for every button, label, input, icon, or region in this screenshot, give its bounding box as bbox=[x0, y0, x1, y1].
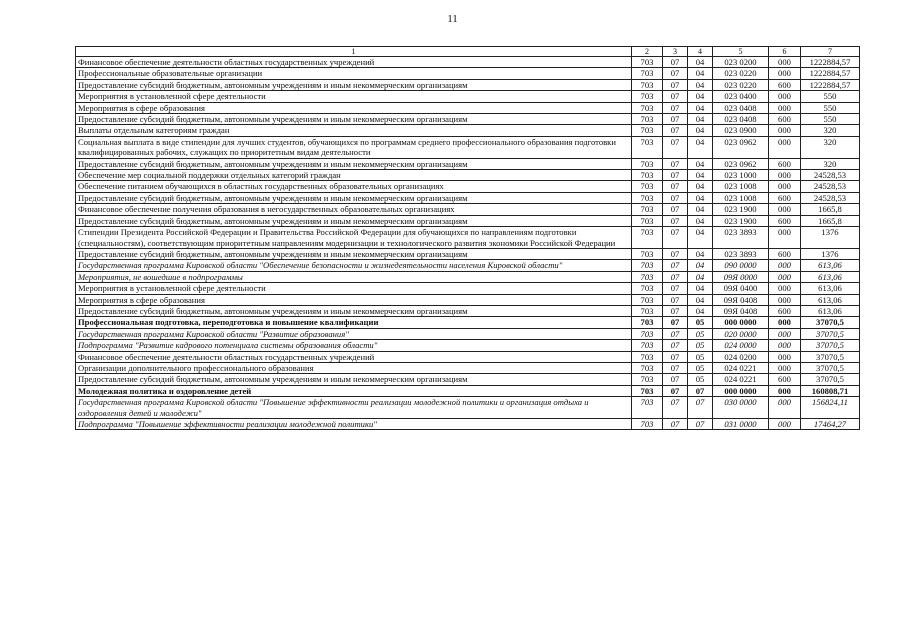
row-col6-cell: 000 bbox=[769, 91, 801, 102]
row-col5-cell: 023 0220 bbox=[713, 79, 769, 90]
table-row bbox=[76, 305, 860, 316]
row-col5-cell: 090 0000 bbox=[713, 260, 769, 271]
row-amount-cell: 613,06 bbox=[801, 294, 860, 305]
row-name-cell: Обеспечение мер социальной поддержки отдельных категорий граждан bbox=[76, 170, 632, 181]
row-col4-cell: 04 bbox=[688, 170, 713, 181]
row-col5-cell: 023 3893 bbox=[713, 227, 769, 249]
row-col5-cell: 023 3893 bbox=[713, 248, 769, 259]
row-col2-cell: 703 bbox=[632, 125, 663, 136]
row-col2-cell: 703 bbox=[632, 305, 663, 316]
row-name-cell: Мероприятия в установленной сфере деятельности bbox=[76, 283, 632, 294]
row-col4-cell: 04 bbox=[688, 215, 713, 226]
row-col3-cell: 07 bbox=[663, 227, 688, 249]
row-col6-cell: 000 bbox=[769, 419, 801, 430]
row-col4-cell: 04 bbox=[688, 271, 713, 282]
row-col5-cell: 09Я 0400 bbox=[713, 283, 769, 294]
row-col2-cell: 703 bbox=[632, 227, 663, 249]
table-row bbox=[76, 317, 860, 328]
row-col2-cell: 703 bbox=[632, 79, 663, 90]
table-row bbox=[76, 192, 860, 203]
row-col5-cell: 023 1000 bbox=[713, 170, 769, 181]
row-col4-cell: 04 bbox=[688, 91, 713, 102]
table-row bbox=[76, 351, 860, 362]
table-row bbox=[76, 91, 860, 102]
table-row bbox=[76, 362, 860, 373]
row-col4-cell: 05 bbox=[688, 328, 713, 339]
row-col2-cell: 703 bbox=[632, 192, 663, 203]
row-col4-cell: 07 bbox=[688, 419, 713, 430]
header-cell: 4 bbox=[688, 47, 713, 57]
row-col2-cell: 703 bbox=[632, 340, 663, 351]
row-col4-cell: 04 bbox=[688, 204, 713, 215]
row-col6-cell: 600 bbox=[769, 79, 801, 90]
row-amount-cell: 320 bbox=[801, 125, 860, 136]
row-col2-cell: 703 bbox=[632, 294, 663, 305]
table-row bbox=[76, 170, 860, 181]
table-row bbox=[76, 125, 860, 136]
header-cell: 3 bbox=[663, 47, 688, 57]
row-col3-cell: 07 bbox=[663, 102, 688, 113]
row-col3-cell: 07 bbox=[663, 125, 688, 136]
row-col3-cell: 07 bbox=[663, 248, 688, 259]
row-col3-cell: 07 bbox=[663, 204, 688, 215]
row-col4-cell: 04 bbox=[688, 294, 713, 305]
row-col6-cell: 600 bbox=[769, 114, 801, 125]
row-col4-cell: 04 bbox=[688, 125, 713, 136]
row-name-cell: Государственная программа Кировской области "Развитие образования" bbox=[76, 328, 632, 339]
table-row bbox=[76, 158, 860, 169]
table-row bbox=[76, 283, 860, 294]
row-col5-cell: 023 0400 bbox=[713, 91, 769, 102]
row-col2-cell: 703 bbox=[632, 419, 663, 430]
row-name-cell: Мероприятия в установленной сфере деятельности bbox=[76, 91, 632, 102]
row-col6-cell: 000 bbox=[769, 362, 801, 373]
row-col2-cell: 703 bbox=[632, 181, 663, 192]
row-col5-cell: 023 0962 bbox=[713, 158, 769, 169]
table-row bbox=[76, 397, 860, 419]
row-col6-cell: 000 bbox=[769, 385, 801, 396]
row-col4-cell: 05 bbox=[688, 362, 713, 373]
table-body bbox=[76, 57, 860, 430]
row-name-cell: Мероприятия в сфере образования bbox=[76, 294, 632, 305]
row-col5-cell: 024 0221 bbox=[713, 374, 769, 385]
row-amount-cell: 320 bbox=[801, 158, 860, 169]
row-amount-cell: 37070,5 bbox=[801, 351, 860, 362]
row-col4-cell: 05 bbox=[688, 317, 713, 328]
row-col4-cell: 04 bbox=[688, 192, 713, 203]
table-row bbox=[76, 57, 860, 68]
header-cell: 5 bbox=[713, 47, 769, 57]
row-col4-cell: 04 bbox=[688, 57, 713, 68]
row-col6-cell: 600 bbox=[769, 192, 801, 203]
row-name-cell: Государственная программа Кировской области "Повышение эффективности реализации молодежной политики и организация отдыха и оздоровления детей и молодежи" bbox=[76, 397, 632, 419]
row-col5-cell: 023 0200 bbox=[713, 57, 769, 68]
row-col5-cell: 023 1008 bbox=[713, 192, 769, 203]
row-col5-cell: 09Я 0408 bbox=[713, 294, 769, 305]
row-col3-cell: 07 bbox=[663, 181, 688, 192]
row-amount-cell: 320 bbox=[801, 136, 860, 158]
row-col2-cell: 703 bbox=[632, 68, 663, 79]
row-col5-cell: 023 1900 bbox=[713, 204, 769, 215]
table-row bbox=[76, 181, 860, 192]
row-col6-cell: 000 bbox=[769, 68, 801, 79]
row-col2-cell: 703 bbox=[632, 328, 663, 339]
row-col6-cell: 000 bbox=[769, 397, 801, 419]
table-row bbox=[76, 260, 860, 271]
row-col5-cell: 000 0000 bbox=[713, 385, 769, 396]
row-amount-cell: 613,06 bbox=[801, 305, 860, 316]
table-row bbox=[76, 340, 860, 351]
table-row bbox=[76, 79, 860, 90]
row-name-cell: Подпрограмма "Развитие кадрового потенциала системы образования области" bbox=[76, 340, 632, 351]
row-col3-cell: 07 bbox=[663, 215, 688, 226]
row-col3-cell: 07 bbox=[663, 57, 688, 68]
row-col5-cell: 09Я 0408 bbox=[713, 305, 769, 316]
row-amount-cell: 613,06 bbox=[801, 260, 860, 271]
row-col6-cell: 000 bbox=[769, 340, 801, 351]
row-amount-cell: 550 bbox=[801, 102, 860, 113]
row-amount-cell: 24528,53 bbox=[801, 181, 860, 192]
row-col4-cell: 04 bbox=[688, 260, 713, 271]
row-name-cell: Предоставление субсидий бюджетным, автономным учреждениям и иным некоммерческим организациям bbox=[76, 114, 632, 125]
row-name-cell: Финансовое обеспечение получения образования в негосударственных образовательных организациях bbox=[76, 204, 632, 215]
row-col3-cell: 07 bbox=[663, 340, 688, 351]
row-col6-cell: 000 bbox=[769, 283, 801, 294]
row-amount-cell: 550 bbox=[801, 91, 860, 102]
table-row bbox=[76, 114, 860, 125]
row-col3-cell: 07 bbox=[663, 114, 688, 125]
row-col2-cell: 703 bbox=[632, 260, 663, 271]
row-amount-cell: 613,06 bbox=[801, 283, 860, 294]
header-cell: 7 bbox=[801, 47, 860, 57]
row-col2-cell: 703 bbox=[632, 362, 663, 373]
row-col2-cell: 703 bbox=[632, 91, 663, 102]
row-col6-cell: 000 bbox=[769, 317, 801, 328]
table-row bbox=[76, 294, 860, 305]
row-col6-cell: 600 bbox=[769, 158, 801, 169]
row-col2-cell: 703 bbox=[632, 57, 663, 68]
row-amount-cell: 37070,5 bbox=[801, 317, 860, 328]
row-col5-cell: 024 0221 bbox=[713, 362, 769, 373]
row-col2-cell: 703 bbox=[632, 170, 663, 181]
row-col4-cell: 04 bbox=[688, 181, 713, 192]
row-amount-cell: 37070,5 bbox=[801, 374, 860, 385]
row-col6-cell: 000 bbox=[769, 170, 801, 181]
table-row bbox=[76, 68, 860, 79]
row-col4-cell: 04 bbox=[688, 283, 713, 294]
row-col4-cell: 04 bbox=[688, 114, 713, 125]
row-col6-cell: 000 bbox=[769, 260, 801, 271]
row-col3-cell: 07 bbox=[663, 419, 688, 430]
row-name-cell: Стипендии Президента Российской Федерации и Правительства Российской Федерации для обучающихся по направлениям подготовки (специальностям), соответствующим приоритетным направлениям модернизации и технологического развития экономики Российской Федерации bbox=[76, 227, 632, 249]
table-row bbox=[76, 248, 860, 259]
row-col5-cell: 023 0408 bbox=[713, 102, 769, 113]
row-amount-cell: 550 bbox=[801, 114, 860, 125]
row-name-cell: Государственная программа Кировской области "Обеспечение безопасности и жизнедеятельности населения Кировской области" bbox=[76, 260, 632, 271]
row-amount-cell: 1665,8 bbox=[801, 204, 860, 215]
row-col4-cell: 04 bbox=[688, 102, 713, 113]
row-col4-cell: 04 bbox=[688, 248, 713, 259]
row-col2-cell: 703 bbox=[632, 248, 663, 259]
table-row bbox=[76, 136, 860, 158]
row-col6-cell: 000 bbox=[769, 351, 801, 362]
row-name-cell: Предоставление субсидий бюджетным, автономным учреждениям и иным некоммерческим организациям bbox=[76, 248, 632, 259]
row-col2-cell: 703 bbox=[632, 351, 663, 362]
row-amount-cell: 24528,53 bbox=[801, 192, 860, 203]
row-col3-cell: 07 bbox=[663, 317, 688, 328]
row-col5-cell: 000 0000 bbox=[713, 317, 769, 328]
row-col3-cell: 07 bbox=[663, 79, 688, 90]
row-col5-cell: 023 0408 bbox=[713, 114, 769, 125]
row-amount-cell: 1376 bbox=[801, 227, 860, 249]
table-row bbox=[76, 271, 860, 282]
row-name-cell: Организации дополнительного профессионального образования bbox=[76, 362, 632, 373]
row-col3-cell: 07 bbox=[663, 260, 688, 271]
row-col6-cell: 000 bbox=[769, 125, 801, 136]
row-amount-cell: 613,06 bbox=[801, 271, 860, 282]
row-col2-cell: 703 bbox=[632, 374, 663, 385]
budget-table bbox=[75, 46, 860, 430]
row-name-cell: Предоставление субсидий бюджетным, автономным учреждениям и иным некоммерческим организациям bbox=[76, 79, 632, 90]
row-name-cell: Выплаты отдельным категориям граждан bbox=[76, 125, 632, 136]
row-name-cell: Молодежная политика и оздоровление детей bbox=[76, 385, 632, 396]
table-row bbox=[76, 328, 860, 339]
row-col3-cell: 07 bbox=[663, 170, 688, 181]
row-col5-cell: 031 0000 bbox=[713, 419, 769, 430]
row-col6-cell: 000 bbox=[769, 102, 801, 113]
row-col6-cell: 600 bbox=[769, 305, 801, 316]
row-amount-cell: 1222884,57 bbox=[801, 68, 860, 79]
table-header-row bbox=[76, 47, 860, 57]
table-row bbox=[76, 204, 860, 215]
row-col3-cell: 07 bbox=[663, 68, 688, 79]
row-col2-cell: 703 bbox=[632, 114, 663, 125]
row-col6-cell: 600 bbox=[769, 374, 801, 385]
row-amount-cell: 1222884,57 bbox=[801, 57, 860, 68]
row-col6-cell: 000 bbox=[769, 227, 801, 249]
row-amount-cell: 160808,71 bbox=[801, 385, 860, 396]
row-col6-cell: 000 bbox=[769, 271, 801, 282]
row-amount-cell: 24528,53 bbox=[801, 170, 860, 181]
row-col5-cell: 023 0220 bbox=[713, 68, 769, 79]
row-col3-cell: 07 bbox=[663, 328, 688, 339]
row-col6-cell: 000 bbox=[769, 181, 801, 192]
row-col3-cell: 07 bbox=[663, 91, 688, 102]
row-name-cell: Профессиональная подготовка, переподготовка и повышение квалификации bbox=[76, 317, 632, 328]
row-col6-cell: 000 bbox=[769, 204, 801, 215]
row-col2-cell: 703 bbox=[632, 283, 663, 294]
row-amount-cell: 1376 bbox=[801, 248, 860, 259]
row-col3-cell: 07 bbox=[663, 283, 688, 294]
row-col3-cell: 07 bbox=[663, 192, 688, 203]
row-col3-cell: 07 bbox=[663, 385, 688, 396]
row-name-cell: Финансовое обеспечение деятельности областных государственных учреждений bbox=[76, 57, 632, 68]
row-col5-cell: 030 0000 bbox=[713, 397, 769, 419]
row-col4-cell: 04 bbox=[688, 136, 713, 158]
row-name-cell: Социальная выплата в виде стипендии для лучших студентов, обучающихся по программам среднего профессионального образования подготовки квалифицированных рабочих, служащих по приоритетным видам деятельности bbox=[76, 136, 632, 158]
header-cell: 1 bbox=[76, 47, 632, 57]
row-col6-cell: 000 bbox=[769, 294, 801, 305]
row-col3-cell: 07 bbox=[663, 271, 688, 282]
row-col3-cell: 07 bbox=[663, 397, 688, 419]
row-col5-cell: 023 0962 bbox=[713, 136, 769, 158]
row-name-cell: Мероприятия в сфере образования bbox=[76, 102, 632, 113]
row-col4-cell: 04 bbox=[688, 227, 713, 249]
row-col5-cell: 023 1900 bbox=[713, 215, 769, 226]
row-name-cell: Финансовое обеспечение деятельности областных государственных учреждений bbox=[76, 351, 632, 362]
row-name-cell: Обеспечение питанием обучающихся в областных государственных образовательных организациях bbox=[76, 181, 632, 192]
row-col2-cell: 703 bbox=[632, 385, 663, 396]
row-amount-cell: 37070,5 bbox=[801, 340, 860, 351]
row-col4-cell: 04 bbox=[688, 79, 713, 90]
row-col6-cell: 600 bbox=[769, 248, 801, 259]
row-name-cell: Предоставление субсидий бюджетным, автономным учреждениям и иным некоммерческим организациям bbox=[76, 192, 632, 203]
row-amount-cell: 156824,11 bbox=[801, 397, 860, 419]
row-amount-cell: 1222884,57 bbox=[801, 79, 860, 90]
row-col4-cell: 07 bbox=[688, 385, 713, 396]
row-name-cell: Предоставление субсидий бюджетным, автономным учреждениям и иным некоммерческим организациям bbox=[76, 374, 632, 385]
row-col5-cell: 09Я 0000 bbox=[713, 271, 769, 282]
row-col3-cell: 07 bbox=[663, 305, 688, 316]
row-col3-cell: 07 bbox=[663, 136, 688, 158]
row-amount-cell: 37070,5 bbox=[801, 362, 860, 373]
row-col4-cell: 04 bbox=[688, 68, 713, 79]
row-col3-cell: 07 bbox=[663, 362, 688, 373]
row-col4-cell: 04 bbox=[688, 305, 713, 316]
row-col5-cell: 020 0000 bbox=[713, 328, 769, 339]
header-cell: 2 bbox=[632, 47, 663, 57]
row-col2-cell: 703 bbox=[632, 215, 663, 226]
row-amount-cell: 1665,8 bbox=[801, 215, 860, 226]
row-col2-cell: 703 bbox=[632, 158, 663, 169]
table-row bbox=[76, 419, 860, 430]
page-number: 11 bbox=[447, 13, 458, 25]
table-row bbox=[76, 385, 860, 396]
row-col3-cell: 07 bbox=[663, 374, 688, 385]
row-col2-cell: 703 bbox=[632, 136, 663, 158]
row-col2-cell: 703 bbox=[632, 271, 663, 282]
row-col4-cell: 07 bbox=[688, 397, 713, 419]
row-col2-cell: 703 bbox=[632, 397, 663, 419]
row-col5-cell: 024 0000 bbox=[713, 340, 769, 351]
row-col6-cell: 000 bbox=[769, 136, 801, 158]
table-row bbox=[76, 215, 860, 226]
row-col3-cell: 07 bbox=[663, 294, 688, 305]
row-name-cell: Предоставление субсидий бюджетным, автономным учреждениям и иным некоммерческим организациям bbox=[76, 158, 632, 169]
row-col5-cell: 024 0200 bbox=[713, 351, 769, 362]
table-row bbox=[76, 227, 860, 249]
row-col4-cell: 04 bbox=[688, 158, 713, 169]
row-col2-cell: 703 bbox=[632, 204, 663, 215]
row-name-cell: Предоставление субсидий бюджетным, автономным учреждениям и иным некоммерческим организациям bbox=[76, 305, 632, 316]
row-col6-cell: 600 bbox=[769, 215, 801, 226]
row-col2-cell: 703 bbox=[632, 102, 663, 113]
row-amount-cell: 17464,27 bbox=[801, 419, 860, 430]
row-col3-cell: 07 bbox=[663, 351, 688, 362]
row-amount-cell: 37070,5 bbox=[801, 328, 860, 339]
row-col6-cell: 000 bbox=[769, 328, 801, 339]
table-row bbox=[76, 374, 860, 385]
row-col4-cell: 05 bbox=[688, 374, 713, 385]
header-cell: 6 bbox=[769, 47, 801, 57]
row-col4-cell: 05 bbox=[688, 351, 713, 362]
row-col4-cell: 05 bbox=[688, 340, 713, 351]
row-col2-cell: 703 bbox=[632, 317, 663, 328]
row-col3-cell: 07 bbox=[663, 158, 688, 169]
row-name-cell: Подпрограмма "Повышение эффективности реализации молодежной политики" bbox=[76, 419, 632, 430]
row-name-cell: Предоставление субсидий бюджетным, автономным учреждениям и иным некоммерческим организациям bbox=[76, 215, 632, 226]
row-name-cell: Мероприятия, не вошедшие в подпрограммы bbox=[76, 271, 632, 282]
table-row bbox=[76, 102, 860, 113]
row-col5-cell: 023 1008 bbox=[713, 181, 769, 192]
row-col5-cell: 023 0900 bbox=[713, 125, 769, 136]
row-name-cell: Профессиональные образовательные организации bbox=[76, 68, 632, 79]
row-col6-cell: 000 bbox=[769, 57, 801, 68]
